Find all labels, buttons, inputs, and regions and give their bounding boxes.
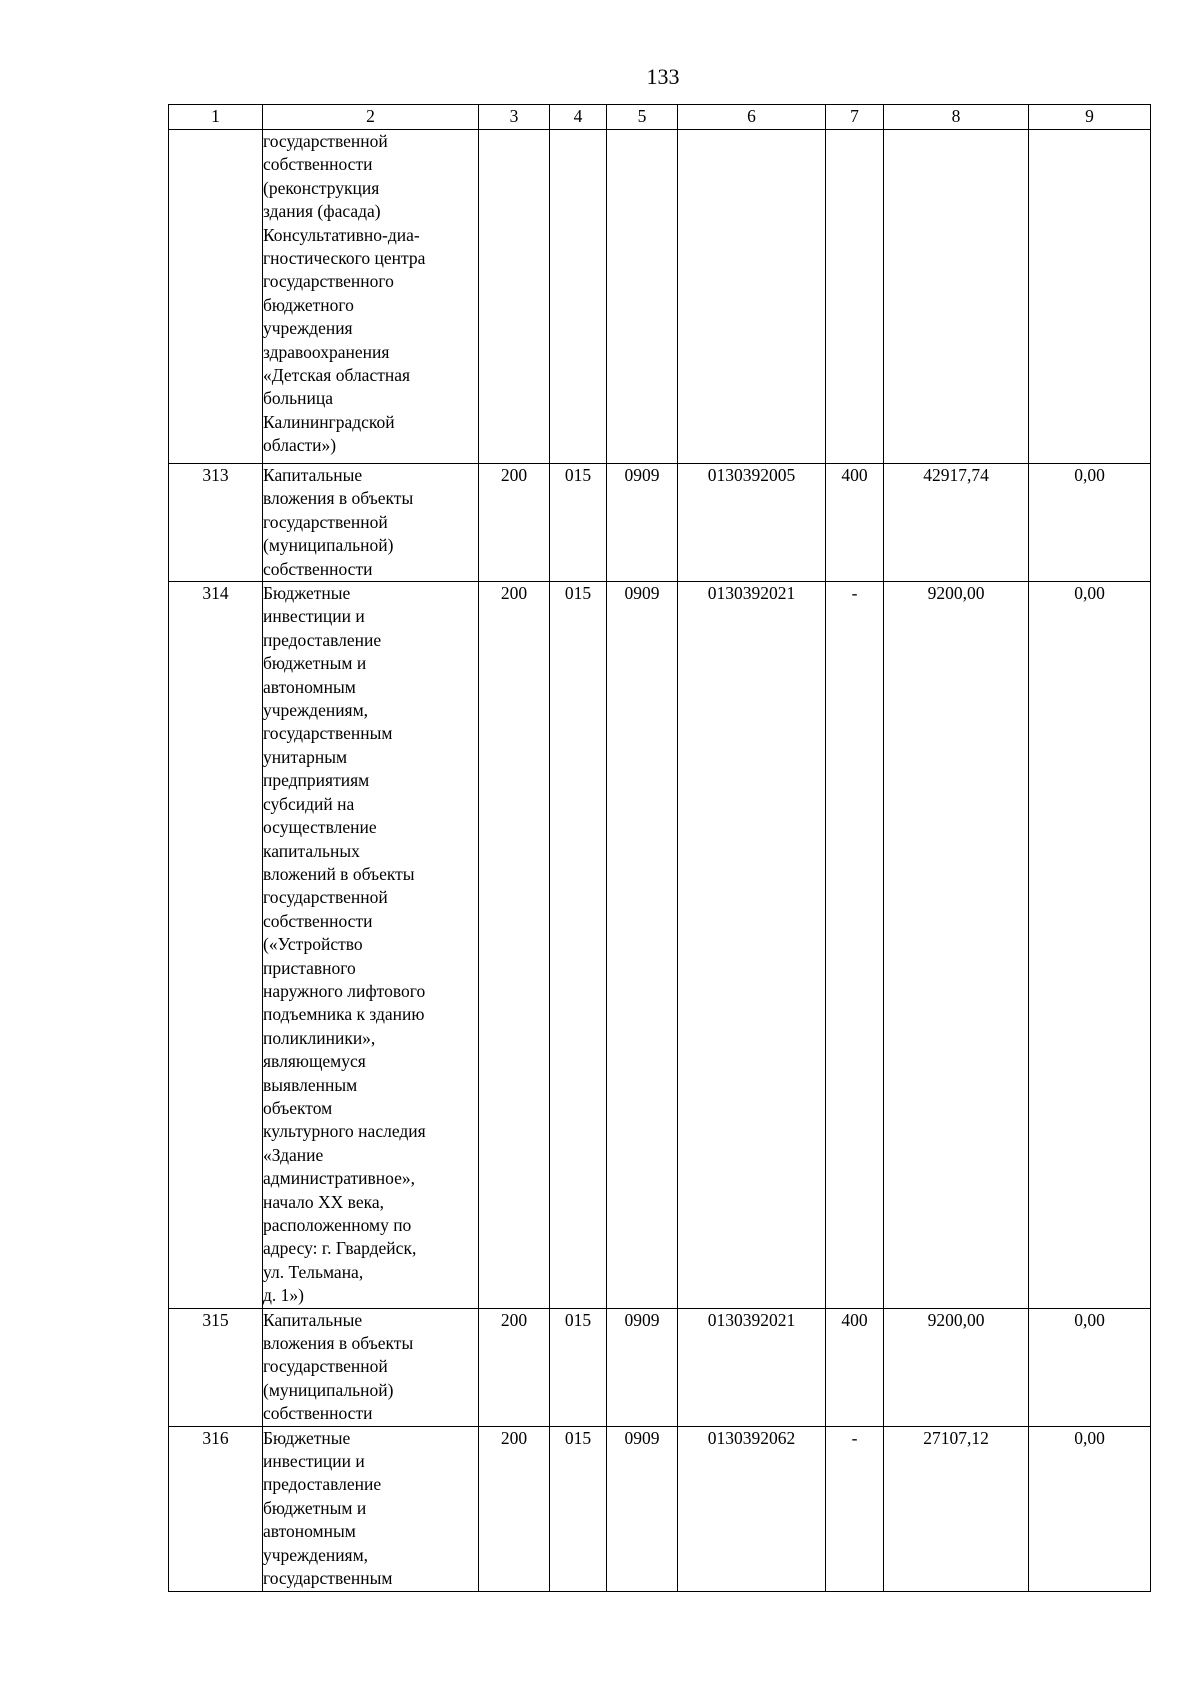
cell-col5: 0909: [607, 1308, 678, 1426]
cell-col6: 0130392021: [678, 582, 826, 1309]
cell-col4: 015: [550, 1308, 607, 1426]
column-header-9: 9: [1029, 105, 1151, 130]
table-row: [169, 582, 1151, 1309]
cell-col4: 015: [550, 464, 607, 582]
cell-col7: -: [826, 582, 884, 1309]
column-header-7: 7: [826, 105, 884, 130]
cell-col8: 9200,00: [884, 582, 1029, 1309]
cell-col8: 42917,74: [884, 464, 1029, 582]
cell-col9: 0,00: [1029, 464, 1151, 582]
cell-col3: 200: [479, 464, 550, 582]
column-header-8: 8: [884, 105, 1029, 130]
cell-col7: 400: [826, 464, 884, 582]
cell-col7: [826, 130, 884, 464]
cell-col4: [550, 130, 607, 464]
row-number: 314: [169, 582, 263, 1309]
table-row: [169, 464, 1151, 582]
cell-col8: 27107,12: [884, 1426, 1029, 1591]
cell-col3: [479, 130, 550, 464]
cell-col3: 200: [479, 1426, 550, 1591]
row-description: Капитальные вложения в объекты государственной (муниципальной) собственности: [263, 464, 479, 582]
row-description: Капитальные вложения в объекты государственной (муниципальной) собственности: [263, 1308, 479, 1426]
cell-col7: -: [826, 1426, 884, 1591]
cell-col4: 015: [550, 1426, 607, 1591]
table-row: [169, 1426, 1151, 1591]
row-number: 315: [169, 1308, 263, 1426]
cell-col7: 400: [826, 1308, 884, 1426]
row-description: государственной собственности (реконструкция здания (фасада) Консультативно-диа- гностического центра государственного бюджетного учреждения здравоохранения «Детская областная больница Калининградской области»): [263, 130, 479, 464]
cell-col6: [678, 130, 826, 464]
row-number: [169, 130, 263, 464]
cell-col4: 015: [550, 582, 607, 1309]
cell-col9: 0,00: [1029, 1426, 1151, 1591]
column-header-6: 6: [678, 105, 826, 130]
table-header-row: [169, 105, 1151, 130]
cell-col8: 9200,00: [884, 1308, 1029, 1426]
column-header-3: 3: [479, 105, 550, 130]
cell-col6: 0130392062: [678, 1426, 826, 1591]
cell-col5: 0909: [607, 582, 678, 1309]
table-row: [169, 1308, 1151, 1426]
cell-col5: [607, 130, 678, 464]
cell-col8: [884, 130, 1029, 464]
cell-col3: 200: [479, 582, 550, 1309]
cell-col9: [1029, 130, 1151, 464]
budget-table: [168, 104, 1151, 1592]
cell-col6: 0130392021: [678, 1308, 826, 1426]
row-number: 313: [169, 464, 263, 582]
page-number: 133: [646, 64, 680, 89]
row-number: 316: [169, 1426, 263, 1591]
column-header-5: 5: [607, 105, 678, 130]
row-description: Бюджетные инвестиции и предоставление бюджетным и автономным учреждениям, государственным: [263, 1426, 479, 1591]
column-header-1: 1: [169, 105, 263, 130]
cell-col5: 0909: [607, 1426, 678, 1591]
cell-col9: 0,00: [1029, 582, 1151, 1309]
cell-col9: 0,00: [1029, 1308, 1151, 1426]
cell-col3: 200: [479, 1308, 550, 1426]
column-header-2: 2: [263, 105, 479, 130]
cell-col6: 0130392005: [678, 464, 826, 582]
column-header-4: 4: [550, 105, 607, 130]
row-description: Бюджетные инвестиции и предоставление бюджетным и автономным учреждениям, государственным унитарным предприятиям субсидий на осуществление капитальных вложений в объекты государственной собственности («Устройство приставного наружного лифтового подъемника к зданию поликлиники», являющемуся выявленным объектом культурного наследия «Здание административное», начало XX века, расположенному по адресу: г. Гвардейск, ул. Тельмана, д. 1»): [263, 582, 479, 1309]
cell-col5: 0909: [607, 464, 678, 582]
table-row: [169, 130, 1151, 464]
